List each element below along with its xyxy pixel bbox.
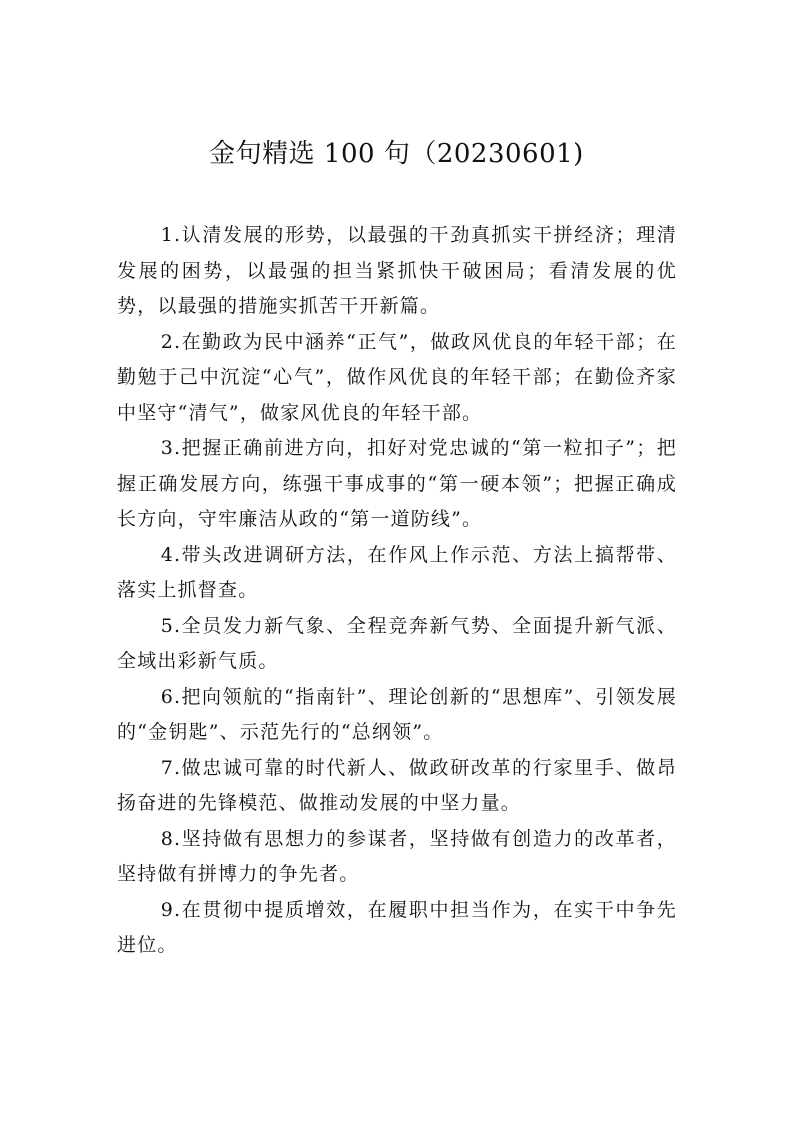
paragraph-7: 7.做忠诚可靠的时代新人、做政研改革的行家里手、做昂扬奋进的先锋模范、做推动发展的中坚力量。 <box>117 756 677 814</box>
paragraph-5: 5.全员发力新气象、全程竞奔新气势、全面提升新气派、全域出彩新气质。 <box>117 614 677 672</box>
paragraph-9: 9.在贯彻中提质增效，在履职中担当作为，在实干中争先进位。 <box>117 898 677 956</box>
paragraph-8: 8.坚持做有思想力的参谋者，坚持做有创造力的改革者，坚持做有拼博力的争先者。 <box>117 827 677 885</box>
paragraph-1: 1.认清发展的形势，以最强的干劲真抓实干拼经济；理清发展的困势，以最强的担当紧抓快干破困局；看清发展的优势，以最强的措施实抓苦干开新篇。 <box>117 224 677 317</box>
paragraph-6: 6.把向领航的“指南针”、理论创新的“思想库”、引领发展的“金钥匙”、示范先行的“总纲领”。 <box>117 685 677 743</box>
document-title: 金句精选 100 句（20230601) <box>209 139 584 169</box>
paragraph-3: 3.把握正确前进方向，扣好对党忠诚的“第一粒扣子”；把握正确发展方向，练强干事成事的“第一硬本领”；把握正确成长方向，守牢廉洁从政的“第一道防线”。 <box>117 437 677 530</box>
paragraph-4: 4.带头改进调研方法，在作风上作示范、方法上搞帮带、落实上抓督查。 <box>117 543 677 601</box>
document-body <box>117 218 677 964</box>
paragraph-2: 2.在勤政为民中涵养“正气”，做政风优良的年轻干部；在勤勉于己中沉淀“心气”，做作风优良的年轻干部；在勤俭齐家中坚守“清气”，做家风优良的年轻干部。 <box>117 330 677 424</box>
